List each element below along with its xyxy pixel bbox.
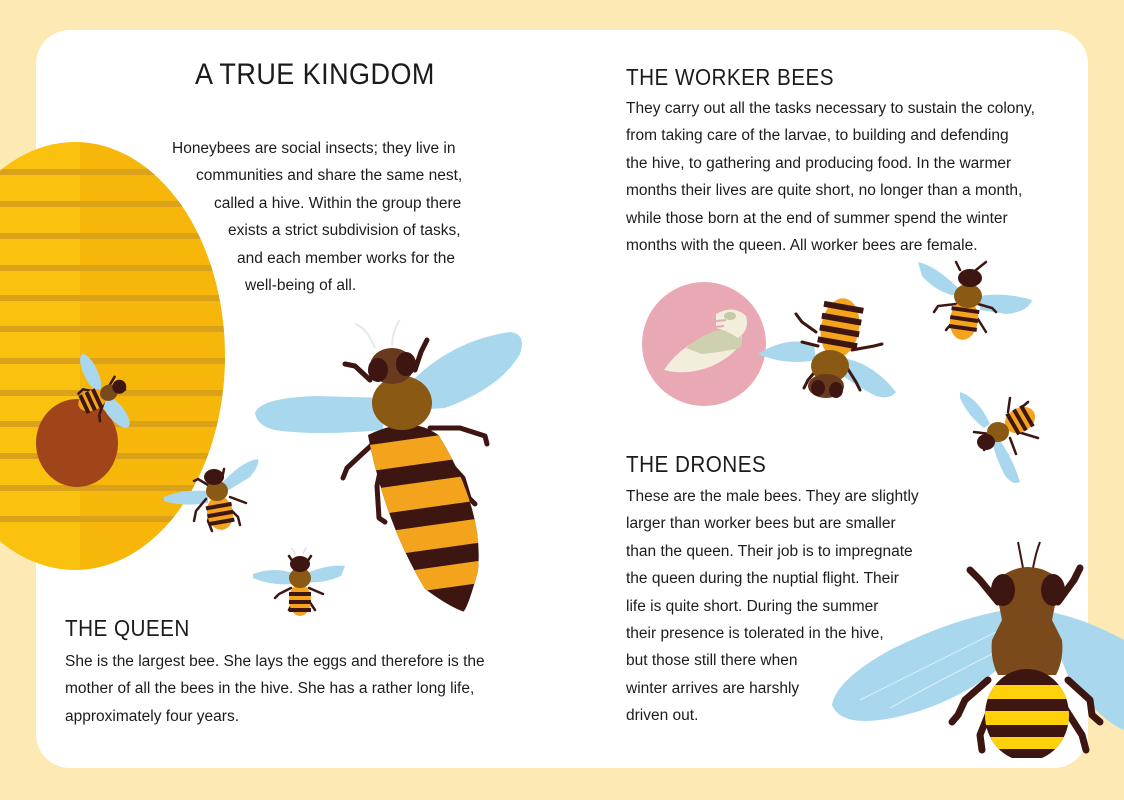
intro-line: called a hive. Within the group there (214, 194, 462, 212)
workers-line: while those born at the end of summer spend the winter (626, 209, 1008, 227)
workers-line: from taking care of the larvae, to building and defending (626, 127, 1009, 145)
drones-line: driven out. (626, 707, 699, 725)
queen-line: approximately four years. (65, 707, 240, 725)
workers-line: months their lives are quite short, no longer than a month, (626, 182, 1023, 200)
queen-paragraph (65, 648, 515, 730)
worker-bees-heading: THE WORKER BEES (626, 64, 835, 90)
drone-bee-illustration (830, 540, 1124, 758)
drones-line: These are the male bees. They are slightly (626, 488, 919, 505)
drones-line: winter arrives are harshly (626, 679, 800, 697)
drones-heading: THE DRONES (626, 451, 767, 477)
worker-bee-illustration (162, 455, 262, 535)
worker-bee-illustration (958, 388, 1046, 486)
queen-line: mother of all the bees in the hive. She has a rather long life, (65, 680, 475, 698)
drones-line: than the queen. Their job is to impregnate (626, 542, 913, 560)
intro-line: Honeybees are social insects; they live in (172, 140, 456, 157)
page-title: A TRUE KINGDOM (195, 58, 435, 91)
workers-line: the hive, to gathering and producing food. In the warmer (626, 154, 1012, 172)
intro-line: well-being of all. (245, 277, 357, 295)
drones-line: but those still there when (626, 652, 798, 670)
queen-line: She is the largest bee. She lays the eggs and therefore is the (65, 653, 485, 670)
worker-bee-on-hive-illustration (62, 352, 142, 442)
worker-bee-illustration (253, 548, 348, 620)
worker-bees-paragraph (626, 95, 1076, 259)
drones-line: life is quite short. During the summer (626, 597, 879, 615)
intro-paragraph (0, 135, 520, 299)
drones-line: larger than worker bees but are smaller (626, 515, 896, 533)
queen-heading: THE QUEEN (65, 615, 190, 641)
intro-line: exists a strict subdivision of tasks, (228, 222, 461, 240)
intro-line: and each member works for the (237, 249, 455, 267)
worker-bee-illustration (916, 258, 1034, 350)
intro-line: communities and share the same nest, (196, 167, 463, 185)
worker-bee-illustration (756, 296, 902, 410)
drones-line: the queen during the nuptial flight. Their (626, 570, 899, 588)
drones-line: their presence is tolerated in the hive, (626, 625, 884, 643)
workers-line: They carry out all the tasks necessary to sustain the colony, (626, 100, 1035, 117)
workers-line: months with the queen. All worker bees are female. (626, 237, 978, 255)
larva-illustration (642, 282, 768, 408)
